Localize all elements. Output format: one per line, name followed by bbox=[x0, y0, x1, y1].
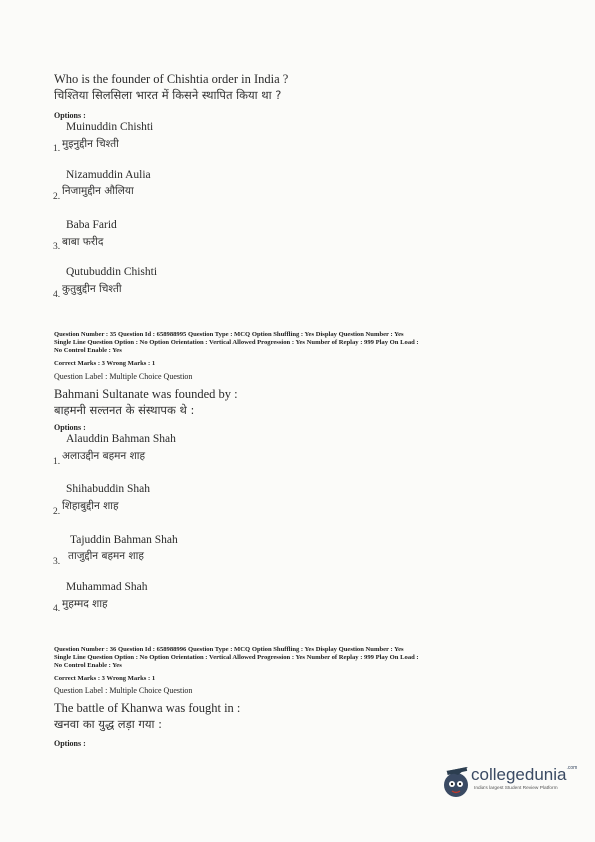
q36-options-label: Options : bbox=[54, 739, 86, 748]
q35-option-3-num: 3. bbox=[53, 557, 61, 567]
q35-marks: Correct Marks : 3 Wrong Marks : 1 bbox=[54, 360, 156, 367]
q35-option-2-hi: शिहाबुद्दीन शाह bbox=[62, 500, 119, 512]
q36-meta-line-3: No Control Enable : Yes bbox=[54, 662, 122, 669]
q36-text-hi: खनवा का युद्ध लड़ा गया : bbox=[54, 717, 163, 731]
q36-marks: Correct Marks : 3 Wrong Marks : 1 bbox=[54, 675, 156, 682]
q35-question-label: Question Label : Multiple Choice Question bbox=[54, 372, 193, 381]
q35-option-3-hi: ताजुद्दीन बहमन शाह bbox=[68, 550, 144, 562]
q35-option-4-hi: मुहम्मद शाह bbox=[62, 598, 108, 610]
q35-options-label: Options : bbox=[54, 423, 86, 432]
q34-text-hi: चिश्तिया सिलसिला भारत में किसने स्थापित किया था ? bbox=[54, 88, 282, 102]
q35-meta-line-2: Single Line Question Option : No Option Orientation : Vertical Allowed Progression : Yes Number of Replay : 999 Play On Load : bbox=[54, 339, 419, 346]
q35-option-2-en: Shihabuddin Shah bbox=[66, 483, 151, 495]
logo-wordmark: collegedunia$^{.com}$ bbox=[471, 765, 578, 784]
q36-question-label: Question Label : Multiple Choice Question bbox=[54, 686, 193, 695]
q34-option-1-num: 1. bbox=[53, 144, 61, 154]
graduate-mascot-icon bbox=[444, 767, 468, 797]
q34-options-label: Options : bbox=[54, 111, 86, 120]
q34-option-4-hi: कुतुबुद्दीन चिश्ती bbox=[62, 283, 122, 295]
q34-option-4-num: 4. bbox=[53, 290, 61, 300]
q35-option-2-num: 2. bbox=[53, 507, 61, 517]
q35-option-1-num: 1. bbox=[53, 457, 61, 467]
q34-option-3-hi: बाबा फरीद bbox=[62, 236, 104, 248]
q35-option-3-en: Tajuddin Bahman Shah bbox=[70, 534, 178, 546]
q36-meta-line-2: Single Line Question Option : No Option Orientation : Vertical Allowed Progression : Yes Number of Replay : 999 Play On Load : bbox=[54, 654, 419, 661]
q34-option-2-hi: निजामुद्दीन औलिया bbox=[62, 185, 134, 197]
q36-text-en: The battle of Khanwa was fought in : bbox=[54, 701, 241, 715]
q34-option-3-num: 3. bbox=[53, 242, 61, 252]
q35-option-1-en: Alauddin Bahman Shah bbox=[66, 433, 176, 445]
q35-text-en: Bahmani Sultanate was founded by : bbox=[54, 387, 238, 401]
q34-option-3-en: Baba Farid bbox=[66, 219, 117, 231]
q34-option-4-en: Qutubuddin Chishti bbox=[66, 266, 158, 278]
q34-option-1-en: Muinuddin Chishti bbox=[66, 121, 154, 133]
q34-text-en: Who is the founder of Chishtia order in India ? bbox=[54, 72, 289, 86]
q35-text-hi: बाहमनी सल्तनत के संस्थापक थे : bbox=[54, 403, 195, 417]
q35-option-1-hi: अलाउद्दीन बहमन शाह bbox=[62, 450, 146, 462]
q34-option-2-num: 2. bbox=[53, 192, 61, 202]
q34-option-2-en: Nizamuddin Aulia bbox=[66, 169, 151, 181]
q36-meta-line-1: Question Number : 36 Question Id : 658988996 Question Type : MCQ Option Shuffling : Yes Display Question Number : Yes bbox=[54, 646, 404, 653]
q35-option-4-num: 4. bbox=[53, 604, 61, 614]
q35-option-4-en: Muhammad Shah bbox=[66, 581, 148, 593]
q34-option-1-hi: मुइनुद्दीन चिश्ती bbox=[62, 138, 119, 150]
q35-meta-line-1: Question Number : 35 Question Id : 658988995 Question Type : MCQ Option Shuffling : Yes Display Question Number : Yes bbox=[54, 331, 404, 338]
q35-meta-line-3: No Control Enable : Yes bbox=[54, 347, 122, 354]
logo-tagline: India's largest Student Review Platform bbox=[474, 786, 558, 791]
